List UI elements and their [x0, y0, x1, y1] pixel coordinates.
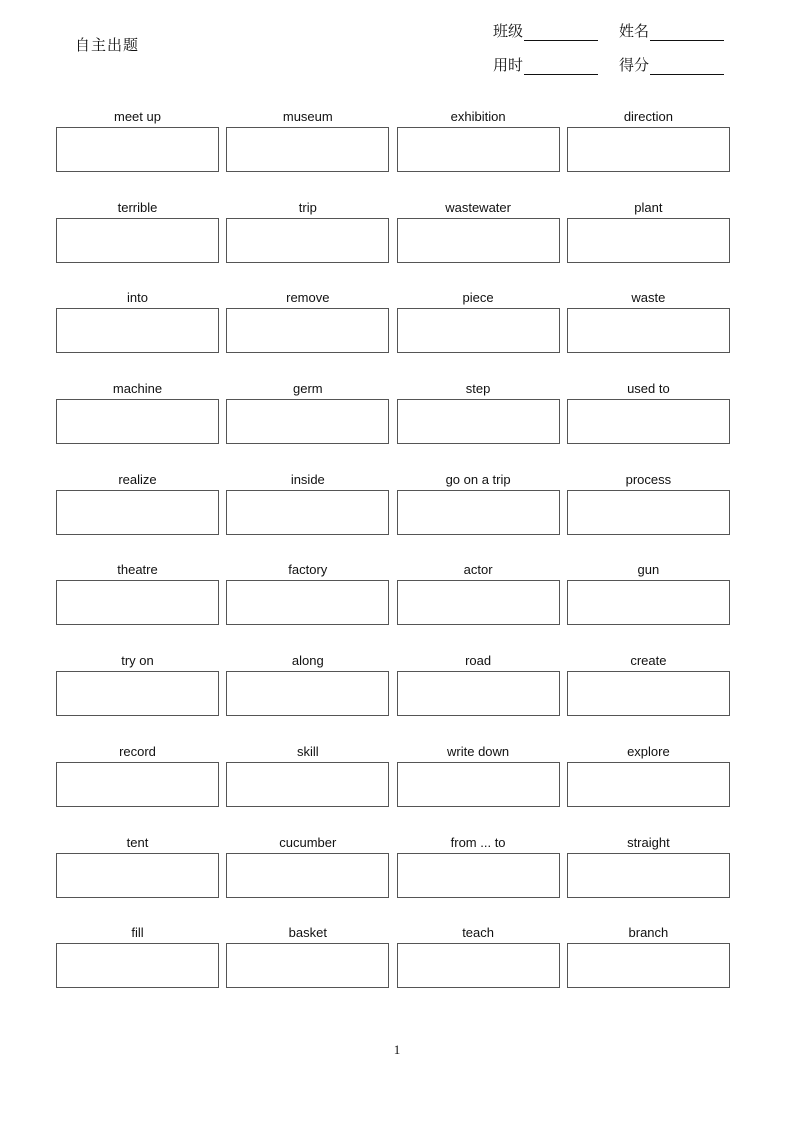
answer-box[interactable] [397, 218, 560, 263]
answer-box[interactable] [567, 580, 730, 625]
name-label: 姓名 [619, 22, 650, 40]
name-field [619, 20, 724, 41]
word-row [56, 380, 730, 471]
word-label: fill [131, 925, 144, 941]
word-label: factory [288, 562, 328, 578]
word-cell [56, 924, 219, 1015]
word-cell [397, 289, 560, 380]
word-row [56, 561, 730, 652]
answer-box[interactable] [56, 853, 219, 898]
answer-box[interactable] [56, 218, 219, 263]
word-label: machine [112, 381, 163, 397]
answer-box[interactable] [226, 308, 389, 353]
word-cell [397, 108, 560, 199]
answer-box[interactable] [56, 399, 219, 444]
word-cell [226, 652, 389, 743]
word-label: branch [628, 925, 669, 941]
vocabulary-grid [56, 108, 730, 1015]
name-blank[interactable] [650, 24, 724, 41]
word-label: straight [627, 834, 670, 850]
answer-box[interactable] [226, 218, 389, 263]
word-label: road [465, 653, 492, 669]
word-row [56, 471, 730, 562]
word-label: exhibition [450, 109, 506, 124]
answer-box[interactable] [567, 127, 730, 172]
answer-box[interactable] [567, 671, 730, 716]
word-label: try on [121, 653, 154, 669]
word-cell [397, 743, 560, 834]
answer-box[interactable] [397, 399, 560, 444]
word-cell [397, 652, 560, 743]
answer-box[interactable] [397, 127, 560, 172]
word-label: inside [290, 471, 325, 487]
word-label: actor [463, 562, 493, 578]
word-row [56, 289, 730, 380]
time-blank[interactable] [524, 58, 598, 75]
word-cell [56, 834, 219, 925]
word-row [56, 834, 730, 925]
answer-box[interactable] [567, 308, 730, 353]
word-label: meet up [114, 109, 161, 124]
word-label: wastewater [445, 199, 511, 215]
answer-box[interactable] [56, 490, 219, 535]
answer-box[interactable] [56, 308, 219, 353]
answer-box[interactable] [567, 399, 730, 444]
class-field [493, 20, 598, 41]
word-cell [567, 471, 730, 562]
word-cell [226, 924, 389, 1015]
time-field [493, 54, 598, 75]
word-cell [567, 924, 730, 1015]
answer-box[interactable] [226, 762, 389, 807]
word-row [56, 108, 730, 199]
word-cell [56, 289, 219, 380]
word-label: into [127, 290, 148, 306]
word-cell [397, 199, 560, 290]
score-label: 得分 [619, 56, 650, 74]
word-cell [56, 471, 219, 562]
answer-box[interactable] [397, 308, 560, 353]
answer-box[interactable] [226, 490, 389, 535]
word-cell [56, 652, 219, 743]
answer-box[interactable] [56, 943, 219, 988]
word-label: tent [126, 834, 149, 850]
answer-box[interactable] [397, 580, 560, 625]
class-blank[interactable] [524, 24, 598, 41]
word-label: basket [288, 925, 327, 941]
answer-box[interactable] [567, 218, 730, 263]
answer-box[interactable] [567, 762, 730, 807]
answer-box[interactable] [226, 399, 389, 444]
word-label: used to [627, 381, 670, 397]
word-label: realize [118, 471, 157, 487]
word-cell [226, 834, 389, 925]
word-label: process [625, 471, 672, 487]
word-row [56, 652, 730, 743]
word-cell [226, 471, 389, 562]
answer-box[interactable] [226, 943, 389, 988]
word-cell [56, 199, 219, 290]
time-label: 用时 [493, 56, 524, 74]
word-cell [226, 561, 389, 652]
word-cell [56, 108, 219, 199]
word-label: write down [447, 743, 510, 759]
answer-box[interactable] [226, 671, 389, 716]
word-cell [226, 743, 389, 834]
word-cell [567, 652, 730, 743]
word-cell [567, 561, 730, 652]
answer-box[interactable] [397, 671, 560, 716]
word-label: terrible [117, 199, 158, 215]
word-label: theatre [117, 562, 158, 578]
word-label: museum [282, 109, 333, 124]
word-cell [226, 380, 389, 471]
word-label: go on a trip [445, 471, 511, 487]
word-cell [567, 380, 730, 471]
word-label: along [291, 653, 324, 669]
answer-box[interactable] [397, 762, 560, 807]
word-label: record [119, 743, 156, 759]
worksheet-title: 自主出题 [75, 36, 140, 54]
word-cell [226, 199, 389, 290]
word-cell [56, 380, 219, 471]
answer-box[interactable] [56, 127, 219, 172]
answer-box[interactable] [397, 853, 560, 898]
answer-box[interactable] [56, 762, 219, 807]
word-cell [397, 380, 560, 471]
word-label: skill [296, 743, 319, 759]
word-label: from ... to [450, 834, 506, 850]
answer-box[interactable] [226, 580, 389, 625]
answer-box[interactable] [567, 943, 730, 988]
class-label: 班级 [493, 22, 524, 40]
word-cell [56, 561, 219, 652]
score-blank[interactable] [650, 58, 724, 75]
word-cell [567, 108, 730, 199]
answer-box[interactable] [56, 580, 219, 625]
word-label: direction [623, 109, 673, 124]
answer-box[interactable] [397, 943, 560, 988]
word-row [56, 199, 730, 290]
word-cell [397, 561, 560, 652]
word-label: germ [292, 381, 323, 397]
answer-box[interactable] [397, 490, 560, 535]
word-label: step [465, 381, 491, 397]
word-row [56, 743, 730, 834]
word-cell [397, 834, 560, 925]
answer-box[interactable] [56, 671, 219, 716]
word-cell [397, 471, 560, 562]
word-cell [226, 108, 389, 199]
answer-box[interactable] [567, 853, 730, 898]
word-label: waste [631, 290, 666, 306]
word-cell [226, 289, 389, 380]
word-label: create [630, 653, 667, 669]
score-field [619, 54, 724, 75]
word-label: teach [462, 925, 494, 941]
word-label: explore [627, 743, 670, 759]
word-label: cucumber [279, 834, 337, 850]
word-label: remove [286, 290, 330, 306]
answer-box[interactable] [226, 127, 389, 172]
word-cell [567, 743, 730, 834]
word-row [56, 924, 730, 1015]
word-cell [567, 289, 730, 380]
page-number: 1 [393, 1042, 401, 1057]
word-cell [397, 924, 560, 1015]
answer-box[interactable] [226, 853, 389, 898]
answer-box[interactable] [567, 490, 730, 535]
word-label: piece [462, 290, 494, 306]
word-label: plant [634, 199, 663, 215]
word-label: gun [637, 562, 660, 578]
word-cell [56, 743, 219, 834]
word-cell [567, 834, 730, 925]
word-cell [567, 199, 730, 290]
word-label: trip [298, 199, 317, 215]
